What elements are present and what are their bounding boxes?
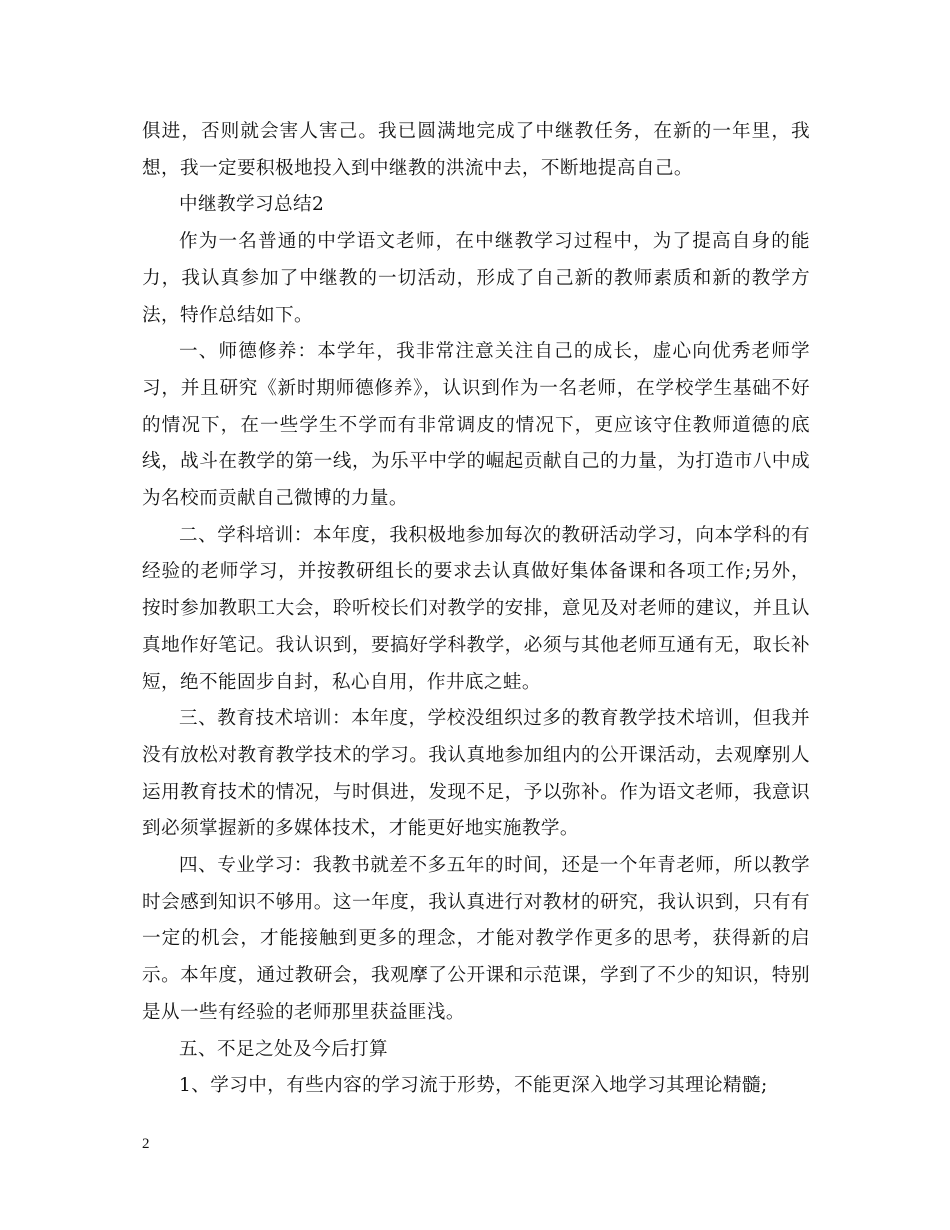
- section-heading: 中继教学习总结2: [179, 194, 325, 216]
- paragraph-professional-study: 四、专业学习：我教书就差不多五年的时间，还是一个年青老师，所以教学时会感到知识不够用。这一年度，我认真进行对教材的研究，我认识到，只有有一定的机会，才能接触到更多的理念，才能对教学作更多的思考，获得新的启示。本年度，通过教研会，我观摩了公开课和示范课，学到了不少的知识，特别是从一些有经验的老师那里获益匪浅。: [142, 855, 810, 1023]
- page-number: 2: [142, 1136, 150, 1152]
- paragraph-intro: 作为一名普通的中学语文老师，在中继教学习过程中，为了提高自身的能力，我认真参加了中继教的一切活动，形成了自己新的教师素质和新的教学方法，特作总结如下。: [142, 231, 810, 326]
- paragraph-continuation: 俱进，否则就会害人害己。我已圆满地完成了中继教任务，在新的一年里，我想，我一定要积极地投入到中继教的洪流中去，不断地提高自己。: [142, 121, 810, 179]
- page-body: [142, 114, 810, 1105]
- paragraph-subject-training: 二、学科培训：本年度，我积极地参加每次的教研活动学习，向本学科的有经验的老师学习，并按教研组长的要求去认真做好集体备课和各项工作;另外，按时参加教职工大会，聆听校长们对教学的安排，意见及对老师的建议，并且认真地作好笔记。我认识到，要搞好学科教学，必须与其他老师互通有无，取长补短，绝不能固步自封，私心自用，作井底之蛙。: [142, 524, 810, 693]
- paragraph-ethics: 一、师德修养：本学年，我非常注意关注自己的成长，虚心向优秀老师学习，并且研究《新时期师德修养》，认识到作为一名老师，在学校学生基础不好的情况下，在一些学生不学而有非常调皮的情况下，更应该守住教师道德的底线，战斗在教学的第一线，为乐平中学的崛起贡献自己的力量，为打造市八中成为名校而贡献自己微博的力量。: [142, 341, 810, 510]
- paragraph-tech-training: 三、教育技术培训：本年度，学校没组织过多的教育教学技术培训，但我并没有放松对教育教学技术的学习。我认真地参加组内的公开课活动，去观摩别人运用教育技术的情况，与时俱进，发现不足，予以弥补。作为语文老师，我意识到必须掌握新的多媒体技术，才能更好地实施教学。: [142, 708, 810, 840]
- list-item-1: 1、学习中，有些内容的学习流于形势，不能更深入地学习其理论精髓;: [179, 1075, 768, 1097]
- subheading-shortcomings: 五、不足之处及今后打算: [179, 1038, 388, 1060]
